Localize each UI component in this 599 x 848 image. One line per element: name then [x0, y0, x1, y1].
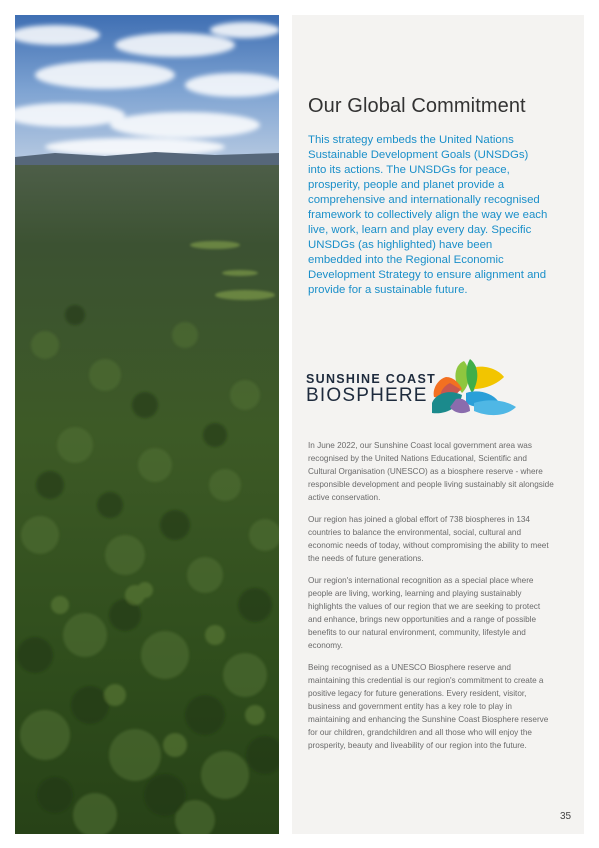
logo-text-line2: BIOSPHERE: [306, 385, 428, 406]
body-text: [308, 439, 554, 761]
logo-text-line1: SUNSHINE COAST: [306, 372, 437, 386]
landscape-photo: [15, 15, 279, 834]
biosphere-emblem-icon: [426, 355, 520, 421]
page-title: Our Global Commitment: [308, 95, 526, 117]
body-paragraph: Being recognised as a UNESCO Biosphere reserve and maintaining this credential is our region's commitment to create a positive legacy for future generations. Every resident, visitor, business and government entity has a key role to play in maintaining and enhancing the Sunshine Coast Biosphere reserve for our children, grandchildren and all those who will enjoy the prosperity, beauty and liveability of our region into the future.: [308, 663, 549, 750]
body-paragraph: Our region has joined a global effort of 738 biospheres in 134 countries to balance the environmental, social, cultural and economic needs of today, without compromising the ability to meet the needs of future generations.: [308, 515, 549, 563]
intro-paragraph: This strategy embeds the United Nations Sustainable Development Goals (UNSDGs) into its actions. The UNSDGs for peace, prosperity, people and planet provide a comprehensive and internationally recognised framework to collectively align the way we each live, work, learn and play every day. Specific UNSDGs (as highlighted) have been embedded into the Regional Economic Development Strategy to ensure alignment and provide for a sustainable future.: [308, 134, 548, 296]
biosphere-logo: [306, 355, 526, 423]
body-paragraph: In June 2022, our Sunshine Coast local government area was recognised by the United Nations Educational, Scientific and Cultural Organisation (UNESCO) as a biosphere reserve - where responsible development and people living sustainably sit alongside active conservation.: [308, 441, 554, 502]
body-paragraph: Our region's international recognition as a special place where people are living, working, learning and playing sustainably highlights the values of our region that we are seeking to protect and enhance, brings new opportunities and a range of possible benefits to our natural environment, community, lifestyle and economy.: [308, 576, 541, 650]
content-panel: [292, 15, 584, 834]
page-number: 35: [560, 811, 572, 822]
